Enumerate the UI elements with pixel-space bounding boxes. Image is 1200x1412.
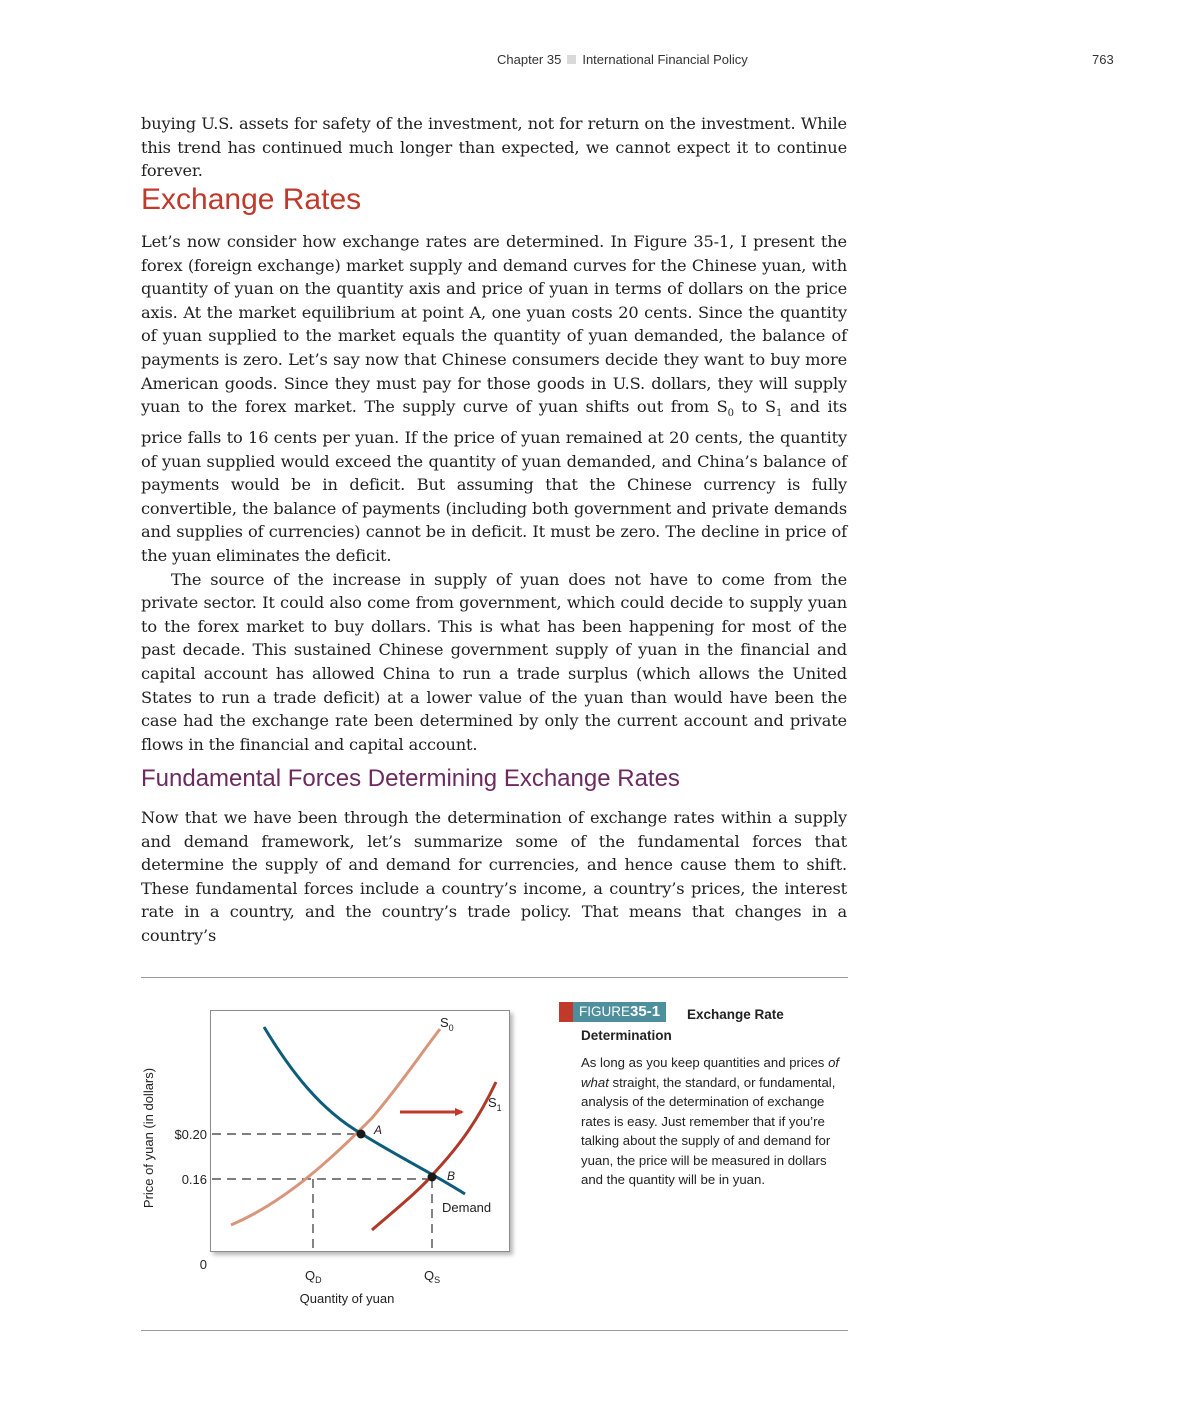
subscript-1: 1 bbox=[775, 408, 783, 420]
s1-label bbox=[488, 1095, 502, 1113]
figure-badge-tab bbox=[559, 1002, 573, 1022]
point-a bbox=[357, 1130, 366, 1139]
para1-text-a: Let’s now consider how exchange rates are determined. In Figure 35-1, I present the forex (foreign exchange) market supply and demand curves for the Chinese yuan, with quantity of yuan on the quantity axis and price of yuan in terms of dollars on the price axis. At the market equilibrium at point A, one yuan costs 20 cents. Since the quantity of yuan supplied to the market equals the quantity of yuan demanded, the balance of payments is zero. Let’s say now that Chinese consumers decide they want to buy more American goods. Since they must pay for those goods in U.S. dollars, they will supply yuan to the forex market. The supply curve of yuan shifts out from S bbox=[141, 232, 847, 417]
s1-label-letter: S bbox=[488, 1095, 497, 1110]
figure-title: Exchange Rate Determination bbox=[581, 1007, 784, 1043]
section-paragraph-2: The source of the increase in supply of yuan does not have to come from the private sector. It could also come from government, which could decide to supply yuan to the forex market to buy dollars. This is what has been happening for most of the past decade. This sustained Chinese government supply of yuan in the financial and capital account has allowed China to run a trade surplus (which allows the United States to run a trade deficit) at a lower value of the yuan than would have been the case had the exchange rate been determined by only the current account and private flows in the financial and capital account. bbox=[141, 569, 847, 754]
para1-text-c: and its price falls to 16 cents per yuan. If the price of yuan remained at 20 cents, the quantity of yuan supplied would exceed the quantity of yuan demanded, and China’s balance of payments would be in deficit. But assuming that the Chinese currency is fully convertible, the balance of payments (including both government and private demands and supplies of currencies) cannot be in deficit. It must be zero. The decline in price of the yuan eliminates the deficit. bbox=[141, 397, 847, 565]
point-b bbox=[428, 1173, 437, 1182]
chapter-title: International Financial Policy bbox=[582, 52, 748, 67]
subsection-heading: Fundamental Forces Determining Exchange Rates bbox=[141, 765, 680, 792]
xtick-qd-subscript: D bbox=[315, 1275, 322, 1285]
intro-paragraph: buying U.S. assets for safety of the investment, not for return on the investment. While this trend has continued much longer than expected, we cannot expect it to continue forever. bbox=[141, 114, 847, 181]
point-a-label: A bbox=[374, 1123, 383, 1137]
xtick-qs-letter: Q bbox=[424, 1268, 435, 1283]
figure-caption bbox=[581, 1053, 843, 1190]
supply-curve-s0 bbox=[231, 1029, 440, 1225]
caption-emphasis: of what bbox=[581, 1055, 840, 1090]
xtick-qd-letter: Q bbox=[305, 1268, 316, 1283]
s0-label-letter: S bbox=[440, 1015, 449, 1030]
point-b-label: B bbox=[447, 1169, 456, 1183]
caption-text-a: As long as you keep quantities and prices bbox=[581, 1055, 829, 1070]
s1-label-subscript: 1 bbox=[496, 1103, 502, 1113]
demand-label: Demand bbox=[442, 1200, 492, 1215]
subsection-paragraph: Now that we have been through the determination of exchange rates within a supply and demand framework, let’s summarize some of the fundamental forces that determine the supply of and demand for currencies, and hence cause them to shift. These fundamental forces include a country’s income, a country’s prices, the interest rate in a country, and the country’s trade policy. That means that changes in a country’s bbox=[141, 808, 847, 945]
xtick-label-qd bbox=[305, 1268, 322, 1285]
y-axis-title: Price of yuan (in dollars) bbox=[141, 1067, 156, 1209]
figure-badge-word: FIGURE bbox=[579, 1004, 631, 1019]
section-heading: Exchange Rates bbox=[141, 183, 362, 216]
para1-text-b: to S bbox=[733, 397, 776, 417]
ytick-label-020: $0.20 bbox=[174, 1127, 207, 1142]
subscript-0: 0 bbox=[727, 408, 734, 420]
xtick-qs-subscript: S bbox=[434, 1275, 441, 1285]
figure-badge-number: 35-1 bbox=[630, 1003, 661, 1020]
xtick-label-qs bbox=[424, 1268, 440, 1285]
chapter-label: Chapter 35 bbox=[497, 52, 562, 67]
ytick-label-016: 0.16 bbox=[181, 1172, 207, 1187]
x-axis-title: Quantity of yuan bbox=[299, 1291, 395, 1306]
caption-text-b: straight, the standard, or fundamental, analysis of the determination of exchange rates is easy. Just remember that if you’re talking about the supply of and demand for yuan, the price will be measured in dollars and the quantity will be in yuan. bbox=[581, 1074, 836, 1187]
s0-label bbox=[440, 1015, 454, 1033]
origin-label: 0 bbox=[199, 1257, 207, 1272]
s0-label-subscript: 0 bbox=[448, 1023, 454, 1033]
page-number: 763 bbox=[1092, 52, 1114, 67]
